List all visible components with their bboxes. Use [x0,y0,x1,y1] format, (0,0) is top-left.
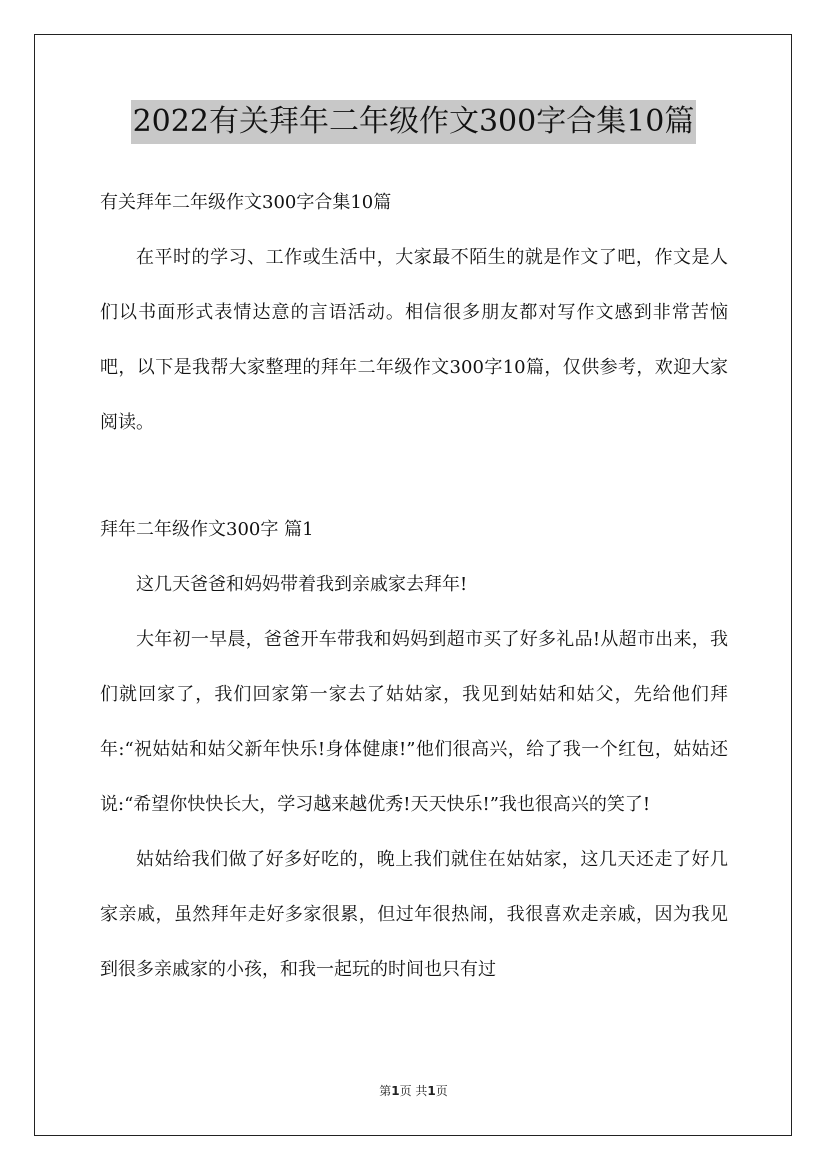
footer-page-number: 1 [391,1084,400,1098]
body-paragraph-3: 姑姑给我们做了好多好吃的，晚上我们就住在姑姑家，这几天还走了好几家亲戚，虽然拜年走好多家很累，但过年很热闹，我很喜欢走亲戚，因为我见到很多亲戚家的小孩，和我一起玩的时间也只有过 [100,849,728,980]
page-footer [0,1082,827,1099]
body-paragraph-2: 大年初一早晨，爸爸开车带我和妈妈到超市买了好多礼品!从超市出来，我们就回家了，我们回家第一家去了姑姑家，我见到姑姑和姑父，先给他们拜年:“祝姑姑和姑父新年快乐!身体健康!”他们很高兴，给了我一个红包，姑姑还说:“希望你快快长大，学习越来越优秀!天天快乐!”我也很高兴的笑了! [100,629,728,815]
section-heading: 拜年二年级作文300字 篇1 [100,519,314,540]
footer-suffix: 页 [435,1084,448,1098]
footer-mid: 页 共 [399,1084,428,1098]
document-title [0,100,827,144]
footer-total-pages: 1 [427,1084,436,1098]
body-paragraph-1: 这几天爸爸和妈妈带着我到亲戚家去拜年! [136,574,468,595]
document-subtitle: 有关拜年二年级作文300字合集10篇 [100,192,392,213]
footer-prefix: 第 [379,1084,392,1098]
document-title-text: 2022有关拜年二年级作文300字合集10篇 [131,100,697,144]
document-body [100,175,728,997]
intro-paragraph: 在平时的学习、工作或生活中，大家最不陌生的就是作文了吧，作文是人们以书面形式表情达意的言语活动。相信很多朋友都对写作文感到非常苦恼吧，以下是我帮大家整理的拜年二年级作文300字10篇，仅供参考，欢迎大家阅读。 [100,247,728,433]
section-gap [100,450,728,502]
